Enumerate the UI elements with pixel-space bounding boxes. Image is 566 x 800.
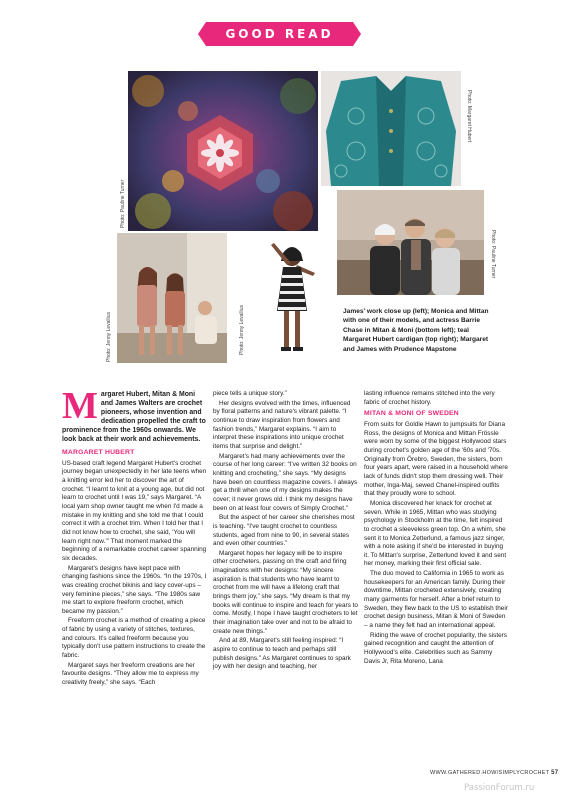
footer-url: WWW.GATHERED.HOW/SIMPLYCROCHET [430, 770, 550, 776]
watermark: PassionForum.ru [464, 783, 535, 793]
paragraph: Monica discovered her knack for crochet at seven. While in 1965, Mittan who was studying psychology in Stockholm at the time, felt inspired to crochet a sleeveless green top. On a whim, she sent it to Monica Zetterlund, a famous jazz singer, with a note asking if she'd be interested in buying it. To Mittan's surprise, Zetterlund loved it and sent her money, marking their first official sale. [364, 499, 507, 568]
paragraph: From suits for Goldie Hawn to jumpsuits for Diana Ross, the designs of Monica and Mittan Frössle were worn by some of the biggest Hollywood stars during crochet's golden age of the '60s and '70s. Originally from Örebro, Sweden, the sisters, born four years apart, were raised in a household where lack of funds didn't stop them dressing well. Their mother, Inga-Maj, sewed Chanel-inspired outfits that they proudly wore to school. [364, 420, 508, 498]
page-number: 57 [551, 770, 559, 776]
dress-photo [249, 233, 334, 363]
models-photo-credit: Photo: Jenny Levallius [106, 311, 112, 362]
paragraph: Margaret hopes her legacy will be to inspire other crocheters, passing on the craft and firing imaginations with her designs: “My sincere aspiration is that students who have learnt to crochet from me will have a lifelong craft that brings them joy,” she says. “My dream is that my books will continue to inspire and teach for years to come. Mostly, I hope I have taught crocheters to let their imagination take over and not to be afraid to create new things.” [213, 549, 358, 635]
paragraph: And at 89, Margaret's still feeling inspired: “I aspire to continue to teach and perhaps still publish designs.” As Margaret continues to spark joy with her design and teaching, her [213, 637, 351, 671]
article-column-2 [213, 390, 358, 673]
section-heading-margaret-hubert: MARGARET HUBERT [62, 449, 135, 456]
cardigan-photo [321, 71, 461, 186]
article-intro: Margaret Hubert, Mitan & Moni and James Walters are crochet pioneers, whose invention and dedication propelled the craft to prominence from the 1960s onwards. We look back at their work and achievements. [62, 385, 206, 443]
paragraph: Riding the wave of crochet popularity, the sisters gained recognition and caught the attention of Hollywood's elite. Celebrities such as Sammy Davis Jr, Rita Moreno, Lana [364, 631, 507, 665]
dress-photo-credit: Photo: Jenny Levallius [239, 304, 245, 355]
page-footer [430, 770, 558, 776]
paragraph: Margaret says her freeform creations are her favourite designs. “They allow me to express my creativity freely,” she says. “Each [62, 661, 199, 687]
paragraph: lasting influence remains stitched into the very fabric of crochet history. [364, 390, 495, 406]
section-banner: GOOD READ [206, 22, 353, 46]
article-column-3 [364, 390, 509, 667]
paragraph: Her designs evolved with the times, influenced by floral patterns and nature's vibrant palette. “I continue to draw inspiration from flowers and fashion trends,” Margaret explains. “I aim to interpret these inspirations into unique crochet items that surprise and delight.” [213, 399, 351, 450]
paragraph: Freeform crochet is a method of creating a piece of fabric by using a variety of stitches, textures, and colours. It's called freeform because you typically don't use pattern instructions to create the fabric. [62, 617, 206, 660]
group-photo [337, 190, 484, 295]
section-heading-mitan-moni: MITAN & MONI OF SWEDEN [364, 410, 459, 418]
article-column-1 [62, 385, 207, 689]
paragraph: Margaret's had many achievements over the course of her long career: “I've written 32 books on knitting and crocheting,” she says. “My designs have been on countless magazine covers. I always get a thrill when one of my designs makes the cover; it never grows old. I think my designs have been on at least four covers of Simply Crochet.” [213, 452, 358, 512]
photo-caption: James' work close up (left); Monica and Mittan with one of their models, and actress Barrie Chase in Mitan & Moni (bottom left); teal Margaret Hubert cardigan (top right); Margaret and James with Prudence Mapstone [343, 308, 489, 353]
paragraph: The duo moved to California in 1965 to work as housekeepers for an American family. During their downtime, Mittan crocheted extensively, creating many garments for herself. After a brief return to Sweden, they flew back to the US to establish their crochet design business, Mitan & Moni of Sweden – a name they felt had an international appeal. [364, 570, 508, 630]
crochet-closeup-photo [128, 71, 318, 231]
group-photo-credit: Photo: Pauline Turner [490, 230, 496, 279]
paragraph: piece tells a unique story.” [213, 390, 287, 397]
crochet-photo-credit: Photo: Pauline Turner [120, 179, 126, 228]
paragraph: US-based craft legend Margaret Hubert's crochet journey began unexpectedly in her late teens when a knitting error led her to discover the art of crochet. “I learnt to knit at a young age, but did not learn to crochet until I was 19,” says Margaret. “A local yarn shop owner taught me when I'd made a mistake in my knitting and she told me that I could correct it with a crochet trim. When I told her that I did not know how to crochet, she said, ‘You will learn right now.’” That moment marked the beginning of a remarkable crochet career spanning six decades. [62, 459, 207, 562]
paragraph: Margaret's designs have kept pace with changing fashions since the 1960s. “In the 1970s, I was creating crochet bikinis and lacy cover-ups – very feminine pieces,” she says. “The 1980s saw me start to explore freeform crochet, which became my passion.” [62, 564, 207, 615]
models-photo [117, 233, 227, 363]
drop-cap: M [62, 385, 98, 427]
cardigan-photo-credit: Photo: Margaret Hubert [466, 90, 472, 143]
paragraph: But the aspect of her career she cherishes most is teaching. “I've taught crochet to countless students, aged from nine to 90, in several states and even other countries.” [213, 514, 355, 548]
